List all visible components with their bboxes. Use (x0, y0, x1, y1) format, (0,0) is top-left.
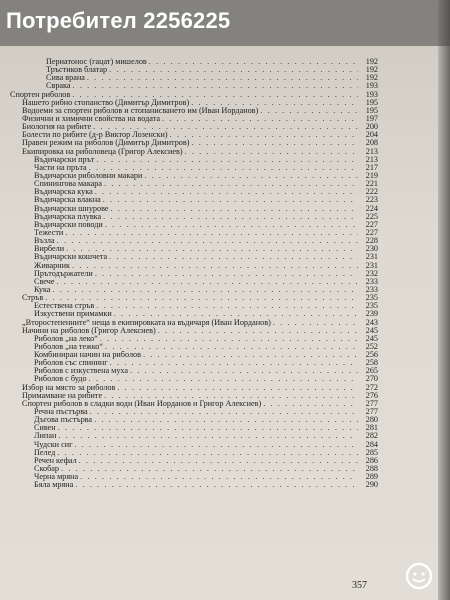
toc-entry-page: 252 (365, 342, 378, 351)
toc-entry-title: Скобар (34, 465, 60, 474)
toc-entry-page: 193 (365, 90, 378, 99)
toc-entry (10, 457, 378, 465)
toc-entry-page: 230 (365, 245, 378, 254)
toc-entry-title: Въдичарска влакна (34, 196, 101, 205)
toc-entry (10, 180, 378, 188)
toc-entry-title: Въдичарска плувка (34, 212, 102, 221)
toc-entry-title: Болести по рибите (д-р Виктор Лозенски) (22, 131, 168, 140)
toc-entry-title: Нашето рибно стопанство (Димитър Димитров) (22, 98, 190, 107)
toc-entry-title: Екипировка на риболовеца (Григор Алексиев) (22, 147, 183, 156)
toc-entry-title: Риболов със спининг (34, 359, 108, 368)
toc-entry-title: Части на пръта (34, 163, 87, 172)
toc-entry-title: Възла (34, 237, 55, 246)
toc-leader-dots (162, 115, 358, 123)
toc-entry-page: 192 (365, 66, 378, 75)
toc-entry-title: Свече (34, 277, 55, 286)
toc-entry (10, 392, 378, 400)
toc-leader-dots (114, 310, 358, 318)
toc-entry-page: 195 (365, 98, 378, 107)
toc-entry (10, 245, 378, 253)
toc-entry (10, 131, 378, 139)
toc-entry-title: Черна мряна (34, 473, 79, 482)
toc-leader-dots (143, 351, 358, 359)
toc-leader-dots (89, 375, 358, 383)
toc-entry-title: Прътодържатели (34, 269, 93, 278)
toc-entry (10, 188, 378, 196)
toc-entry (10, 400, 378, 408)
toc-entry (10, 351, 378, 359)
toc-entry-page: 228 (365, 237, 378, 246)
toc-entry-page: 224 (365, 204, 378, 213)
toc-entry (10, 335, 378, 343)
toc-entry-page: 276 (365, 391, 378, 400)
toc-entry-page: 232 (365, 269, 378, 278)
toc-entry (10, 148, 378, 156)
toc-entry-page: 272 (365, 383, 378, 392)
toc-leader-dots (95, 270, 358, 278)
toc-leader-dots (130, 367, 358, 375)
toc-entry-page: 245 (365, 326, 378, 335)
toc-entry-title: Спортен риболов (10, 90, 71, 99)
toc-entry-page: 245 (365, 334, 378, 343)
toc-entry-page: 231 (365, 261, 378, 270)
toc-leader-dots (87, 74, 358, 82)
toc-entry-page: 270 (365, 375, 378, 384)
toc-leader-dots (75, 481, 358, 489)
toc-entry-page: 217 (365, 163, 378, 172)
toc-leader-dots (95, 188, 358, 196)
toc-entry-title: Въдичарски кошчета (34, 253, 108, 262)
toc-entry (10, 286, 378, 294)
toc-leader-dots (260, 107, 358, 115)
toc-entry (10, 343, 378, 351)
toc-leader-dots (45, 294, 358, 302)
toc-entry (10, 196, 378, 204)
toc-leader-dots (158, 327, 358, 335)
toc-leader-dots (105, 221, 358, 229)
toc-entry (10, 416, 378, 424)
toc-entry-page: 204 (365, 131, 378, 140)
toc-entry (10, 441, 378, 449)
toc-entry (10, 375, 378, 383)
toc-entry-title: Речна пъстърва (34, 408, 88, 417)
toc-entry (10, 432, 378, 440)
toc-leader-dots (57, 237, 358, 245)
toc-entry-title: Липан (34, 432, 57, 441)
toc-leader-dots (170, 131, 358, 139)
toc-leader-dots (263, 400, 358, 408)
toc-leader-dots (110, 359, 358, 367)
toc-entry (10, 82, 378, 90)
toc-entry-page: 200 (365, 123, 378, 132)
toc-leader-dots (73, 82, 358, 90)
toc-leader-dots (96, 302, 358, 310)
toc-entry-page: 197 (365, 114, 378, 123)
toc-leader-dots (96, 156, 358, 164)
bazar-logo-icon (392, 560, 446, 596)
toc-entry-page: 281 (365, 424, 378, 433)
toc-leader-dots (117, 384, 358, 392)
toc-leader-dots (273, 319, 358, 327)
table-of-contents (10, 58, 378, 489)
toc-entry (10, 310, 378, 318)
toc-entry-title: Естествена стръв (34, 302, 95, 311)
toc-entry-title: Стръв (22, 294, 44, 303)
toc-entry-title: Биология на рибите (22, 123, 92, 132)
toc-entry-title: Примамване на рибите (22, 391, 103, 400)
toc-entry (10, 262, 378, 270)
toc-leader-dots (109, 66, 358, 74)
toc-entry (10, 115, 378, 123)
toc-entry (10, 270, 378, 278)
toc-entry (10, 278, 378, 286)
toc-entry-page: 258 (365, 359, 378, 368)
toc-leader-dots (105, 343, 358, 351)
toc-entry (10, 156, 378, 164)
toc-entry (10, 229, 378, 237)
toc-leader-dots (100, 335, 358, 343)
toc-entry-page: 222 (365, 188, 378, 197)
toc-leader-dots (79, 457, 358, 465)
toc-entry-title: Изкуствени примамки (34, 310, 112, 319)
toc-entry (10, 91, 378, 99)
toc-entry-title: Избор на място за риболов (22, 383, 116, 392)
toc-leader-dots (89, 164, 358, 172)
toc-entry-title: Комбиниран начин на риболов (34, 351, 141, 360)
toc-entry (10, 237, 378, 245)
toc-leader-dots (80, 473, 358, 481)
toc-entry-page: 280 (365, 416, 378, 425)
toc-entry-title: Въдичарска кука (34, 188, 93, 197)
toc-entry-title: Риболов „на леко“ (34, 334, 98, 343)
toc-entry-title: Бяла мряна (34, 481, 74, 490)
toc-entry (10, 302, 378, 310)
toc-leader-dots (56, 278, 358, 286)
toc-entry (10, 205, 378, 213)
toc-entry (10, 473, 378, 481)
toc-entry-page: 233 (365, 285, 378, 294)
toc-leader-dots (149, 58, 358, 66)
toc-leader-dots (74, 441, 358, 449)
toc-entry-title: Спортен риболов в сладки води (Иван Йорданов и Григор Алексиев) (22, 399, 262, 408)
toc-entry (10, 139, 378, 147)
toc-entry-title: Правен режим на риболов (Димитър Димитров) (22, 139, 190, 148)
toc-leader-dots (103, 196, 358, 204)
toc-entry-title: Речен кефал (34, 456, 77, 465)
toc-entry (10, 384, 378, 392)
toc-leader-dots (61, 465, 358, 473)
toc-entry-page: 239 (365, 310, 378, 319)
toc-entry-title: Риболов с изкуствена муха (34, 367, 129, 376)
toc-entry-page: 225 (365, 212, 378, 221)
toc-entry (10, 253, 378, 261)
toc-entry-page: 221 (365, 180, 378, 189)
toc-leader-dots (90, 408, 358, 416)
toc-entry (10, 319, 378, 327)
toc-entry-title: Въдичарски риболовни макари (34, 171, 143, 180)
toc-entry-title: Физични и химични свойства на водата (22, 114, 160, 123)
toc-leader-dots (185, 148, 358, 156)
toc-entry-page: 219 (365, 171, 378, 180)
toc-entry-title: Тежести (34, 228, 64, 237)
toc-entry-title: Вирбели (34, 245, 65, 254)
toc-entry-page: 289 (365, 473, 378, 482)
toc-entry (10, 213, 378, 221)
toc-entry-page: 192 (365, 74, 378, 83)
toc-entry (10, 359, 378, 367)
toc-leader-dots (58, 424, 358, 432)
toc-entry-title: Въдичарски прът (34, 155, 95, 164)
user-watermark: Потребител 2256225 (6, 8, 231, 33)
toc-entry-page: 286 (365, 456, 378, 465)
toc-entry-page: 213 (365, 155, 378, 164)
toc-entry-page: 192 (365, 58, 378, 66)
toc-entry-page: 277 (365, 399, 378, 408)
toc-leader-dots (144, 172, 358, 180)
toc-entry-title: Въдичарски шнурове (34, 204, 109, 213)
toc-entry-page: 233 (365, 277, 378, 286)
toc-leader-dots (94, 416, 358, 424)
toc-entry-page: 235 (365, 302, 378, 311)
toc-entry (10, 465, 378, 473)
toc-leader-dots (58, 432, 358, 440)
toc-leader-dots (109, 253, 358, 261)
toc-entry-title: Пелед (34, 448, 56, 457)
toc-entry (10, 99, 378, 107)
toc-entry (10, 294, 378, 302)
toc-entry-title: Дъгова пъстърва (34, 416, 93, 425)
toc-entry-page: 195 (365, 106, 378, 115)
toc-entry-title: Спинингова макара (34, 180, 103, 189)
toc-leader-dots (103, 213, 358, 221)
toc-entry (10, 66, 378, 74)
toc-entry-page: 284 (365, 440, 378, 449)
toc-entry-title: Начини на риболов (Григор Алексиев) (22, 326, 156, 335)
toc-entry-title: Сива врана (46, 74, 85, 83)
toc-entry-page: 277 (365, 408, 378, 417)
toc-entry-page: 208 (365, 139, 378, 148)
toc-leader-dots (65, 229, 358, 237)
toc-leader-dots (72, 91, 358, 99)
toc-entry-title: Периатонос (гацат) мишелов (46, 58, 147, 66)
toc-entry-title: Кука (34, 285, 51, 294)
toc-entry (10, 408, 378, 416)
toc-leader-dots (192, 139, 359, 147)
toc-entry-page: 235 (365, 294, 378, 303)
page-number: 357 (352, 580, 367, 591)
toc-entry-page: 227 (365, 228, 378, 237)
toc-entry-title: Живарник (34, 261, 70, 270)
toc-leader-dots (111, 205, 358, 213)
toc-entry-page: 290 (365, 481, 378, 490)
toc-entry-title: Риболов с будо (34, 375, 87, 384)
toc-entry-title: Водоеми за спортен риболов и стопанисването им (Иван Йорданов) (22, 106, 259, 115)
toc-entry-page: 282 (365, 432, 378, 441)
book-spine-edge (438, 0, 450, 600)
toc-entry-title: Сивен (34, 424, 56, 433)
toc-entry-page: 193 (365, 82, 378, 91)
toc-entry (10, 107, 378, 115)
toc-leader-dots (191, 99, 358, 107)
toc-entry (10, 481, 378, 489)
toc-entry-page: 256 (365, 351, 378, 360)
toc-entry-page: 213 (365, 147, 378, 156)
toc-entry (10, 74, 378, 82)
toc-entry (10, 367, 378, 375)
toc-leader-dots (66, 245, 358, 253)
toc-leader-dots (93, 123, 358, 131)
toc-entry-title: „Второстепенните“ неща в екипировката на въдичаря (Иван Йорданов) (22, 318, 271, 327)
toc-leader-dots (72, 262, 358, 270)
toc-entry-page: 265 (365, 367, 378, 376)
toc-entry (10, 123, 378, 131)
toc-entry-page: 285 (365, 448, 378, 457)
toc-entry-title: Въдичарски поводи (34, 220, 103, 229)
toc-entry-title: Чудски сиг (34, 440, 73, 449)
toc-entry (10, 449, 378, 457)
toc-leader-dots (104, 180, 358, 188)
toc-entry-page: 243 (365, 318, 378, 327)
toc-entry-title: Сврака (46, 82, 71, 91)
toc-entry-title: Риболов „на тежко“ (34, 342, 104, 351)
toc-leader-dots (104, 392, 358, 400)
toc-entry (10, 221, 378, 229)
toc-entry (10, 58, 378, 66)
toc-leader-dots (52, 286, 358, 294)
toc-entry-page: 288 (365, 465, 378, 474)
toc-entry (10, 172, 378, 180)
toc-entry (10, 424, 378, 432)
toc-entry-page: 231 (365, 253, 378, 262)
toc-entry-title: Тръстиков блатар (46, 66, 108, 75)
toc-entry (10, 164, 378, 172)
toc-leader-dots (57, 449, 358, 457)
toc-entry (10, 327, 378, 335)
toc-entry-page: 223 (365, 196, 378, 205)
toc-entry-page: 227 (365, 220, 378, 229)
